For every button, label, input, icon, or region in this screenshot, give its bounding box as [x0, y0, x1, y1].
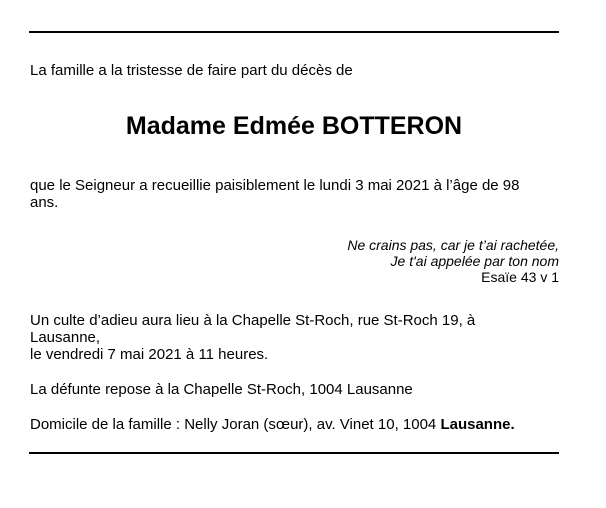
intro-text: La famille a la tristesse de faire part du décès de: [30, 62, 353, 79]
death-statement: que le Seigneur a recueillie paisiblement le lundi 3 mai 2021 à l’âge de 98 ans.: [30, 177, 520, 211]
service-info: [30, 312, 520, 363]
rest-location: La défunte repose à la Chapelle St-Roch, 1004 Lausanne: [30, 381, 413, 398]
domicile-address: Domicile de la famille : Nelly Joran (sœur), av. Vinet 10, 1004: [30, 416, 441, 433]
deceased-name: Madame Edmée BOTTERON: [125, 112, 463, 140]
bottom-divider: [29, 452, 559, 454]
quote-line-1: Ne crains pas, car je t’ai rachetée,: [347, 237, 559, 253]
quote-line-2: Je t'ai appelée par ton nom: [390, 253, 559, 269]
domicile-city: Lausanne.: [440, 416, 515, 433]
top-divider: [29, 31, 559, 33]
quote-reference: Esaïe 43 v 1: [481, 269, 559, 285]
service-datetime: le vendredi 7 mai 2021 à 11 heures.: [30, 346, 269, 363]
scripture-quote: [29, 237, 559, 285]
family-domicile: [30, 416, 560, 433]
service-location: Un culte d’adieu aura lieu à la Chapelle St-Roch, rue St-Roch 19, à Lausanne,: [30, 312, 476, 346]
